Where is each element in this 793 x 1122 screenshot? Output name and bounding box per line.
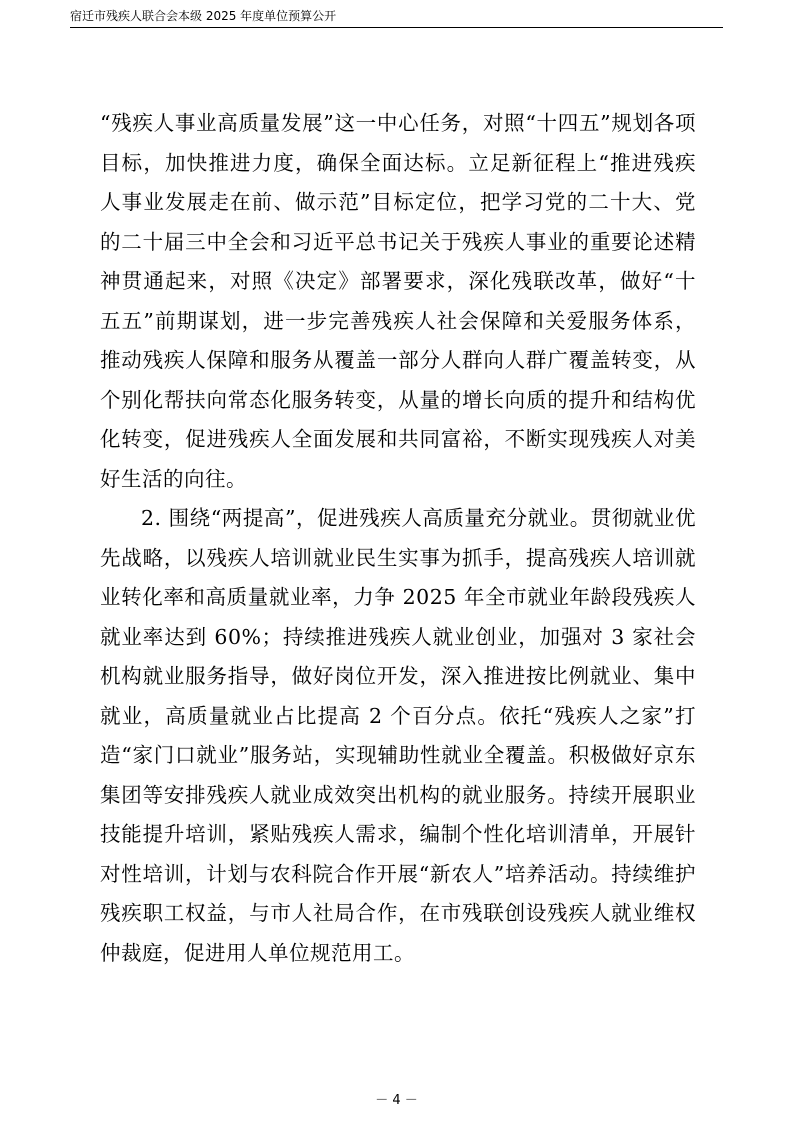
paragraph-employment: 2. 围绕“两提高”，促进残疾人高质量充分就业。贯彻就业优先战略，以残疾人培训就业民生实事为抓手，提高残疾人培训就业转化率和高质量就业率，力争 2025 年全市就业年龄段残疾人就业率达到 60%；持续推进残疾人就业创业，加强对 3 家社会机构就业服务指导，做好岗位开发，深入推进按比例就业、集中就业，高质量就业占比提高 2 个百分点。依托“残疾人之家”打造“家门口就业”服务站，实现辅助性就业全覆盖。积极做好京东集团等安排残疾人就业成效突出机构的就业服务。持续开展职业技能提升培训，紧贴残疾人需求，编制个性化培训清单，开展针对性培训，计划与农科院合作开展“新农人”培养活动。持续维护残疾职工权益，与市人社局合作，在市残联创设残疾人就业维权仲裁庭，促进用人单位规范用工。 <box>100 506 696 965</box>
document-body <box>100 104 696 973</box>
paragraph-continued: “残疾人事业高质量发展”这一中心任务，对照“十四五”规划各项目标，加快推进力度，确保全面达标。立足新征程上“推进残疾人事业发展走在前、做示范”目标定位，把学习党的二十大、党的二十届三中全会和习近平总书记关于残疾人事业的重要论述精神贯通起来，对照《决定》部署要求，深化残联改革，做好“十五五”前期谋划，进一步完善残疾人社会保障和关爱服务体系，推动残疾人保障和服务从覆盖一部分人群向人群广覆盖转变，从个别化帮扶向常态化服务转变，从量的增长向质的提升和结构优化转变，促进残疾人全面发展和共同富裕，不断实现残疾人对美好生活的向往。 <box>100 111 696 491</box>
header-divider <box>70 27 723 28</box>
page-header-title: 宿迁市残疾人联合会本级 2025 年度单位预算公开 <box>70 9 337 23</box>
page-number: － 4 － <box>375 1093 418 1108</box>
